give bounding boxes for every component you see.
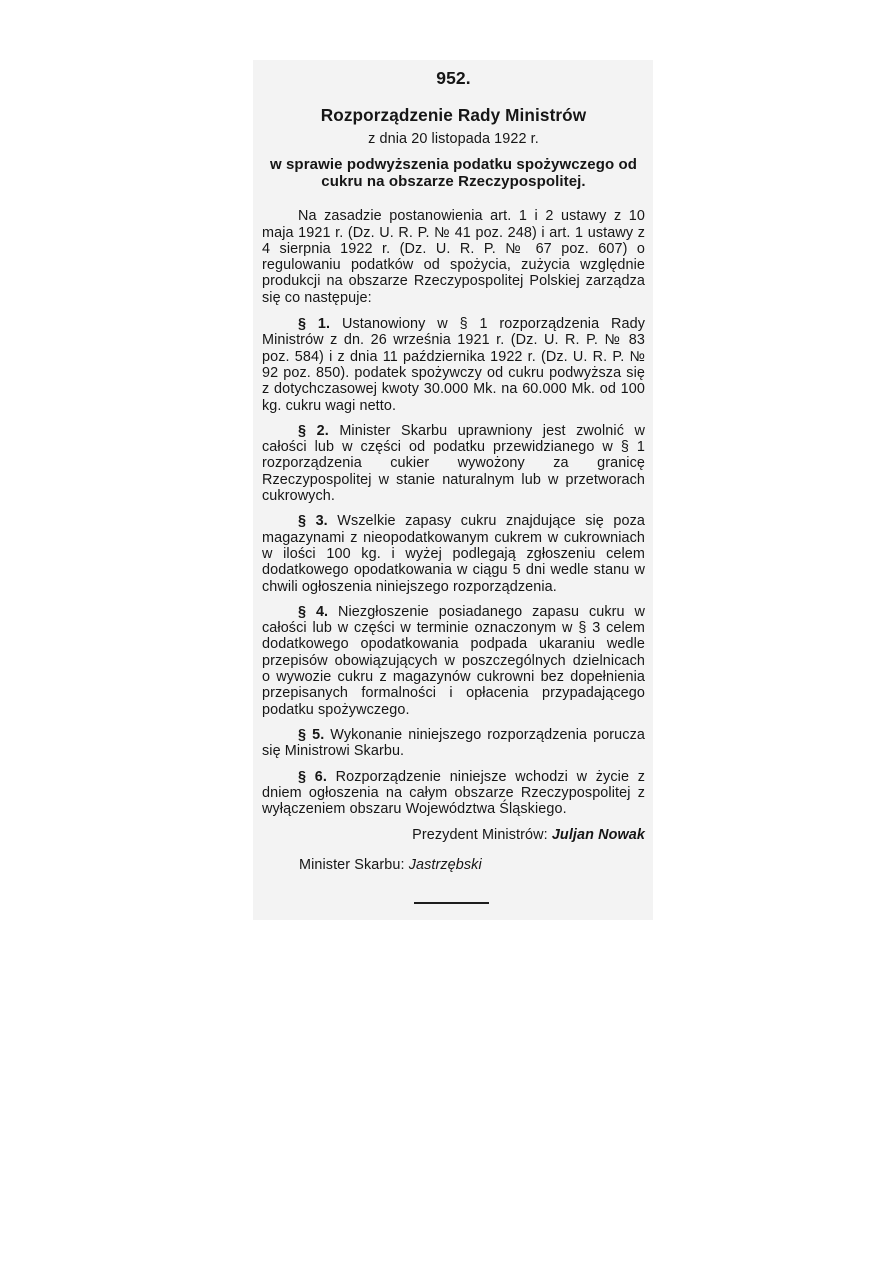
signature-treasury-minister xyxy=(299,856,645,874)
section-mark: § 5. xyxy=(298,726,325,743)
section-mark: § 4. xyxy=(298,603,329,620)
section-paragraph-4 xyxy=(262,604,645,718)
act-number: 952. xyxy=(436,68,471,88)
document-title: Rozporządzenie Rady Ministrów xyxy=(320,105,587,125)
section-mark: § 2. xyxy=(298,422,329,439)
section-paragraph-5 xyxy=(262,727,645,760)
signature-prime-minister xyxy=(262,826,645,844)
document-subject: w sprawie podwyższenia podatku spożywczego od cukru na obszarze Rzeczypospolitej. xyxy=(269,156,638,190)
document-column xyxy=(262,68,645,874)
section-text: Rozporządzenie niniejsze wchodzi w życie z dniem ogłoszenia na całym obszarze Rzeczypospolitej z wyłączeniem obszaru Województwa Śląskiego. xyxy=(262,768,645,818)
section-text: Niezgłoszenie posiadanego zapasu cukru w całości lub w części w terminie oznaczonym w § 3 celem dodatkowego opodatkowania podpada ukaraniu wedle przepisów obowiązujących w poszczególnych dzielnicach o wywozie cukru z magazynów cukrowni bez dopełnienia przepisanych formalności i opłacenia przypadającego podatku spożywczego. xyxy=(262,603,645,718)
signature-role: Prezydent Ministrów: xyxy=(412,827,548,844)
section-mark: § 6. xyxy=(298,768,327,785)
document-date: z dnia 20 listopada 1922 r. xyxy=(368,131,539,147)
section-text: Wykonanie niniejszego rozporządzenia porucza się Ministrowi Skarbu. xyxy=(262,726,645,760)
section-mark: § 1. xyxy=(298,316,331,333)
signature-name: Jastrzębski xyxy=(408,857,482,874)
section-paragraph-2 xyxy=(262,423,645,504)
section-text: Wszelkie zapasy cukru znajdujące się poza magazynami z nieopodatkowanym cukrem w cukrowniach w ilości 100 kg. i wyżej podlegają zgłoszeniu celem dodatkowego opodatkowania w ciągu 5 dni wedle stanu w chwili ogłoszenia niniejszego rozporządzenia. xyxy=(262,513,645,595)
signature-role: Minister Skarbu: xyxy=(299,857,405,874)
section-paragraph-6 xyxy=(262,769,645,818)
section-paragraph-1 xyxy=(262,316,645,414)
section-text: Minister Skarbu uprawniony jest zwolnić w całości lub w części od podatku przewidzianego w § 1 rozporządzenia cukier wywożony za granicę Rzeczypospolitej w stanie naturalnym lub w przetworach cukrowych. xyxy=(262,422,645,505)
closing-rule-divider xyxy=(414,902,489,904)
signature-name: Juljan Nowak xyxy=(551,827,645,844)
section-mark: § 3. xyxy=(298,513,328,530)
section-text: Ustanowiony w § 1 rozporządzenia Rady Ministrów z dn. 26 września 1921 r. (Dz. U. R. P. № 83 poz. 584) i z dnia 11 października 1922 r. (Dz. U. R. P. № 92 poz. 850). podatek spożywczy od cukru podwyższa się z dotychczasowej kwoty 30.000 Mk. na 60.000 Mk. od 100 kg. cukru wagi netto. xyxy=(262,316,646,414)
section-paragraph-3 xyxy=(262,513,645,594)
preamble-paragraph: Na zasadzie postanowienia art. 1 i 2 ustawy z 10 maja 1921 r. (Dz. U. R. P. № 41 poz. 248) i art. 1 ustawy z 4 sierpnia 1922 r. (Dz. U. R. P. № 67 poz. 607) o regulowaniu podatków od spożycia, zużycia względnie produkcji na obszarze Rzeczypospolitej Polskiej zarządza się co następuje: xyxy=(262,208,645,306)
